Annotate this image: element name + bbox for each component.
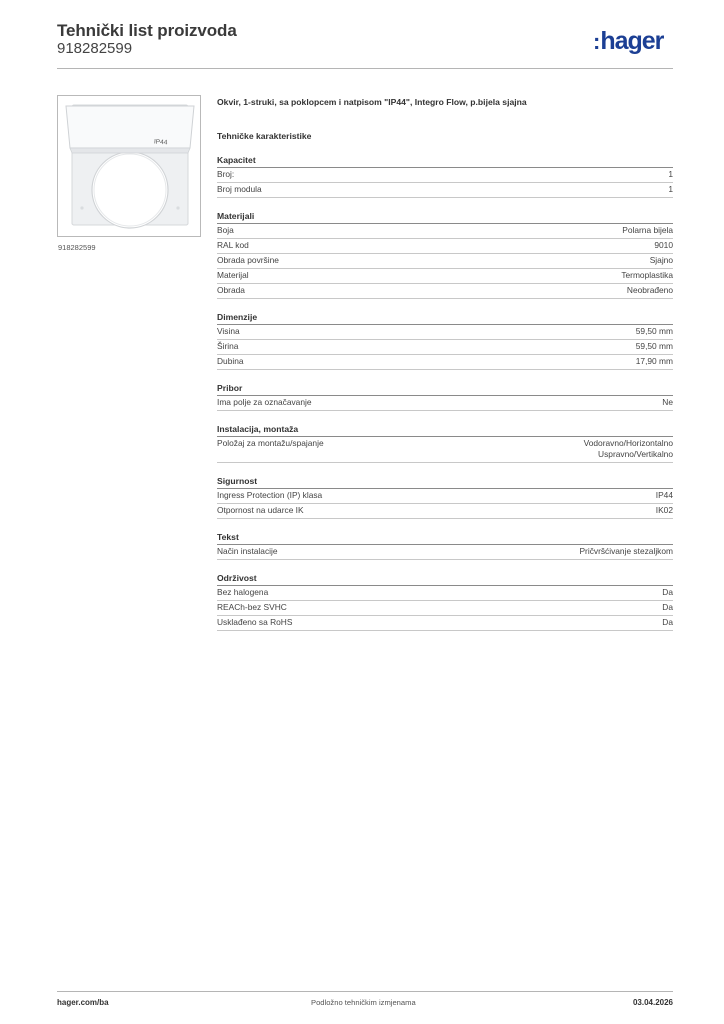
section-title: Materijali [217, 211, 673, 224]
spec-value-line: Uspravno/Vertikalno [598, 449, 673, 460]
section-title: Kapacitet [217, 155, 673, 168]
spec-value-line: 59,50 mm [635, 341, 673, 352]
spec-row [217, 601, 673, 616]
hager-logo: :hager [593, 27, 664, 55]
spec-value-line: Ne [662, 397, 673, 408]
spec-section [217, 312, 673, 370]
spec-value [654, 240, 673, 251]
spec-row [217, 355, 673, 370]
spec-content [217, 96, 673, 631]
spec-value-line: 1 [668, 184, 673, 195]
spec-value [662, 587, 673, 598]
spec-value [650, 255, 673, 266]
spec-row [217, 254, 673, 269]
spec-row [217, 504, 673, 519]
spec-value [627, 285, 673, 296]
spec-value [656, 505, 673, 516]
spec-value-line: 59,50 mm [635, 326, 673, 337]
spec-row [217, 586, 673, 601]
spec-value-line: Neobrađeno [626, 285, 673, 296]
spec-value-line: 1 [668, 169, 673, 180]
spec-value [636, 341, 673, 352]
spec-value [668, 184, 673, 195]
spec-value [622, 225, 673, 236]
spec-value-line: 17,90 mm [635, 356, 673, 367]
spec-row [217, 183, 673, 198]
spec-value-line: 9010 [654, 240, 673, 251]
spec-label: Otpornost na udarce IK [217, 505, 304, 516]
spec-value-line: Vodoravno/Horizontalno [583, 438, 673, 449]
spec-row [217, 437, 673, 463]
spec-row [217, 168, 673, 183]
spec-row [217, 239, 673, 254]
spec-label: Ingress Protection (IP) klasa [217, 490, 323, 501]
footer-divider [57, 991, 673, 992]
spec-value-line: Pričvršćivanje stezaljkom [579, 546, 673, 557]
spec-value-line: Polarna bijela [622, 225, 673, 236]
spec-value [636, 326, 673, 337]
spec-label: Materijal [217, 270, 249, 281]
page-title: Tehnički list proizvoda [57, 21, 237, 40]
spec-label: Obrada [217, 285, 245, 296]
spec-value [579, 546, 673, 557]
section-title: Dimenzije [217, 312, 673, 325]
spec-section [217, 573, 673, 631]
spec-value-line: Sjajno [649, 255, 673, 266]
spec-label: Boja [217, 225, 234, 236]
spec-value [621, 270, 673, 281]
spec-section [217, 476, 673, 519]
section-title: Održivost [217, 573, 673, 586]
spec-label: Obrada površine [217, 255, 279, 266]
spec-label: Bez halogena [217, 587, 269, 598]
spec-label: Visina [217, 326, 240, 337]
spec-value-line: IK02 [655, 505, 673, 516]
lid-label: IP44 [153, 138, 168, 147]
product-name: Okvir, 1-struki, sa poklopcem i natpisom "IP44", Integro Flow, p.bijela sjajna [217, 97, 527, 107]
footer-note: Podložno tehničkim izmjenama [311, 998, 416, 1007]
section-title: Pribor [217, 383, 673, 396]
spec-section [217, 532, 673, 560]
spec-value-line: Termoplastika [621, 270, 673, 281]
footer-website: hager.com/ba [57, 998, 109, 1007]
spec-value [636, 356, 673, 367]
product-code: 918282599 [57, 40, 133, 57]
spec-sections [217, 155, 673, 631]
spec-section [217, 383, 673, 411]
header-divider [57, 68, 673, 69]
spec-label: REACh-bez SVHC [217, 602, 287, 613]
image-caption: 918282599 [58, 243, 96, 252]
spec-value-line: Da [662, 602, 673, 613]
spec-row [217, 325, 673, 340]
product-image [57, 95, 201, 237]
spec-label: Položaj za montažu/spajanje [217, 438, 324, 449]
section-title: Instalacija, montaža [217, 424, 673, 437]
tech-heading: Tehničke karakteristike [217, 131, 312, 141]
footer-date: 03.04.2026 [632, 998, 673, 1007]
spec-section [217, 155, 673, 198]
spec-label: Broj: [217, 169, 235, 180]
spec-row [217, 396, 673, 411]
spec-row [217, 545, 673, 560]
spec-value [668, 169, 673, 180]
section-title: Tekst [217, 532, 673, 545]
spec-section [217, 211, 673, 299]
spec-row [217, 616, 673, 631]
spec-label: Usklađeno sa RoHS [217, 617, 293, 628]
spec-value [656, 490, 673, 501]
spec-row [217, 269, 673, 284]
spec-row [217, 489, 673, 504]
spec-label: Širina [217, 341, 239, 352]
spec-row [217, 340, 673, 355]
spec-value [584, 438, 673, 460]
spec-label: Broj modula [217, 184, 262, 195]
spec-value [662, 397, 673, 408]
spec-value-line: Da [662, 617, 673, 628]
spec-label: RAL kod [217, 240, 249, 251]
spec-value-line: IP44 [655, 490, 673, 501]
spec-value [662, 602, 673, 613]
spec-value [662, 617, 673, 628]
section-title: Sigurnost [217, 476, 673, 489]
spec-label: Dubina [217, 356, 244, 367]
spec-value-line: Da [662, 587, 673, 598]
spec-label: Način instalacije [217, 546, 278, 557]
spec-label: Ima polje za označavanje [217, 397, 312, 408]
logo-text: hager [600, 27, 664, 55]
spec-section [217, 424, 673, 463]
spec-row [217, 284, 673, 299]
spec-row [217, 224, 673, 239]
